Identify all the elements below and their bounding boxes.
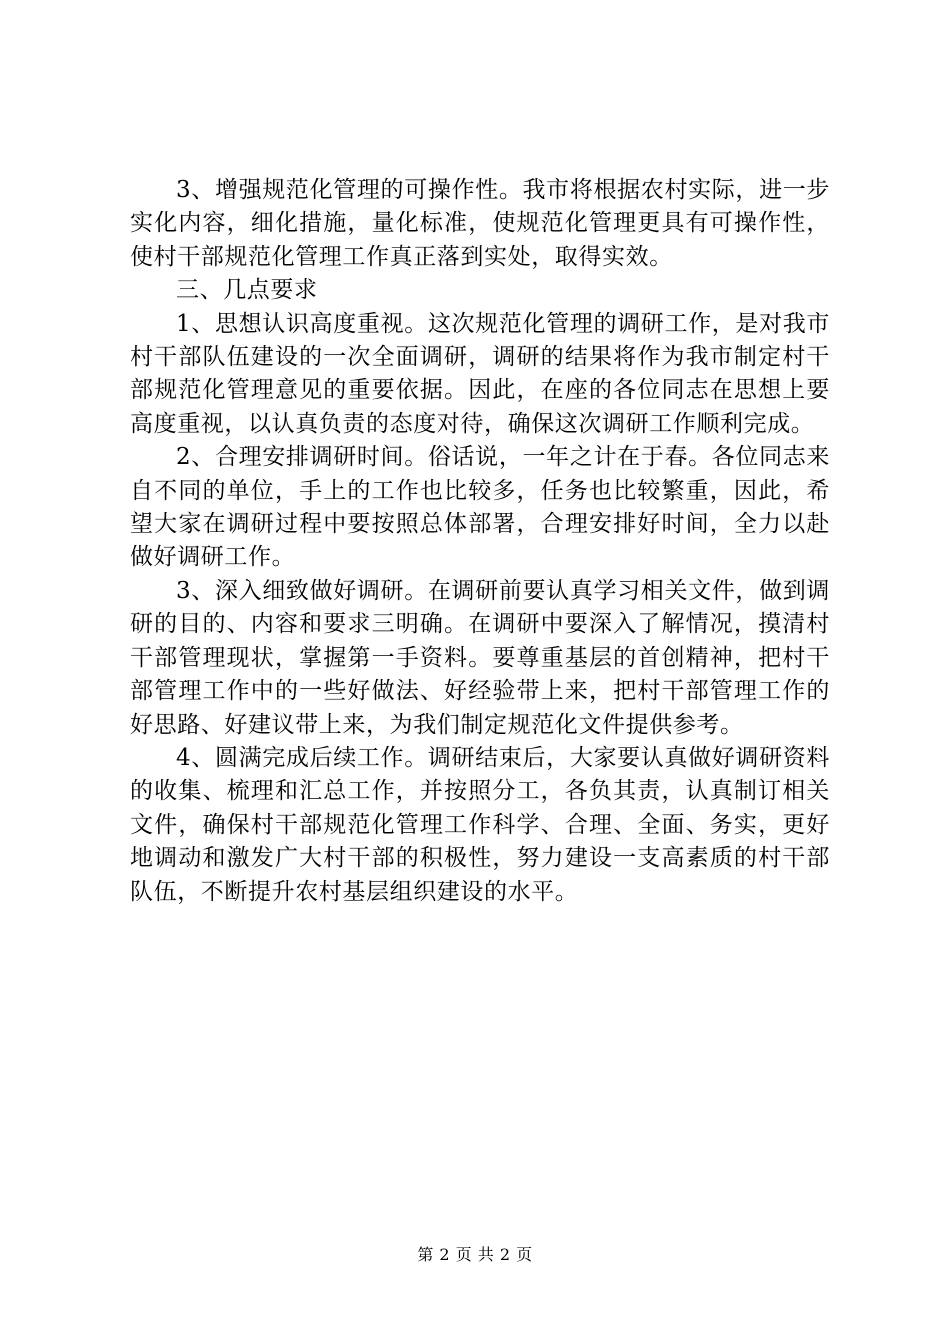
- section-heading-requirements: 三、几点要求: [176, 277, 318, 304]
- paragraph-item-3-research: 3、深入细致做好调研。在调研前要认真学习相关文件，做到调研的目的、内容和要求三明确。在调研中要深入了解情况，摸清村干部管理现状，掌握第一手资料。要尊重基层的首创精神，把村干部管理工作中的一些好做法、好经验带上来，把村干部管理工作的好思路、好建议带上来，为我们制定规范化文件提供参考。: [130, 577, 830, 738]
- page-footer: 第 2 页 共 2 页: [417, 1245, 533, 1264]
- paragraph-item-1-awareness: 1、思想认识高度重视。这次规范化管理的调研工作，是对我市村干部队伍建设的一次全面调研，调研的结果将作为我市制定村干部规范化管理意见的重要依据。因此，在座的各位同志在思想上要高度重视，以认真负责的态度对待，确保这次调研工作顺利完成。: [130, 310, 830, 437]
- document-body: [130, 174, 830, 909]
- paragraph-item-2-schedule: 2、合理安排调研时间。俗话说，一年之计在于春。各位同志来自不同的单位，手上的工作也比较多，任务也比较繁重，因此，希望大家在调研过程中要按照总体部署，合理安排好时间，全力以赴做好调研工作。: [130, 444, 830, 571]
- paragraph-item-3-operability: 3、增强规范化管理的可操作性。我市将根据农村实际，进一步实化内容，细化措施，量化标准，使规范化管理更具有可操作性，使村干部规范化管理工作真正落到实处，取得实效。: [130, 177, 830, 270]
- paragraph-item-4-followup: 4、圆满完成后续工作。调研结束后，大家要认真做好调研资料的收集、梳理和汇总工作，并按照分工，各负其责，认真制订相关文件，确保村干部规范化管理工作科学、合理、全面、务实，更好地调动和激发广大村干部的积极性，努力建设一支高素质的村干部队伍，不断提升农村基层组织建设的水平。: [130, 744, 830, 905]
